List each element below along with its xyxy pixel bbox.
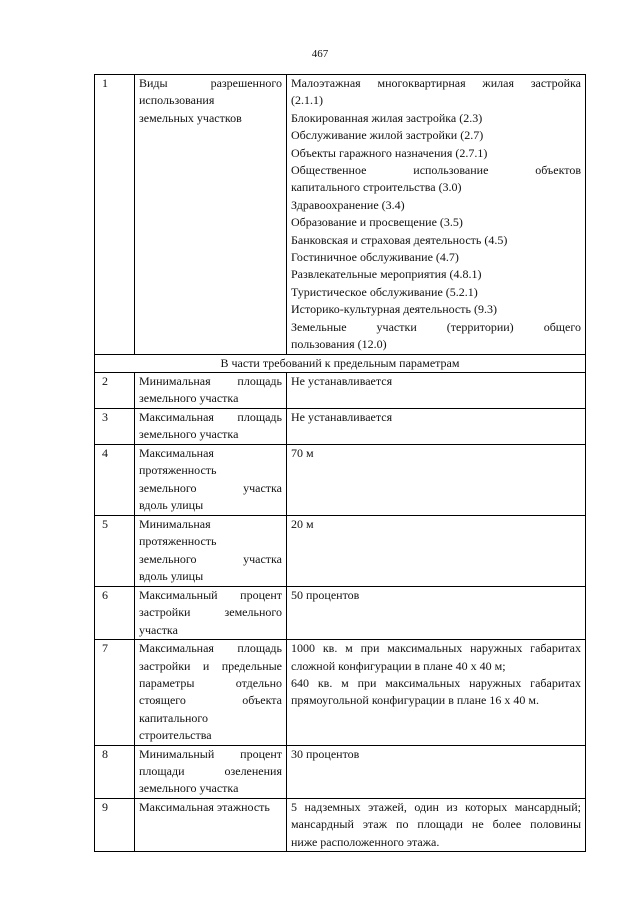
label-line: Виды разрешенного bbox=[139, 76, 282, 90]
section-header-row bbox=[95, 354, 586, 372]
label-line: протяженность bbox=[139, 463, 217, 478]
list-item: Объекты гаражного назначения (2.7.1) bbox=[291, 145, 488, 160]
table-row bbox=[95, 515, 586, 586]
row-number: 7 bbox=[95, 640, 135, 745]
row-label bbox=[135, 798, 287, 851]
value-line: 30 процентов bbox=[291, 746, 360, 761]
row-number: 1 bbox=[95, 75, 135, 355]
row-label bbox=[135, 515, 287, 586]
label-line: площади озеленения bbox=[139, 763, 282, 778]
row-number: 3 bbox=[95, 408, 135, 444]
row-value bbox=[287, 745, 586, 798]
value-line: мансардный этаж по площади не более половины bbox=[291, 817, 581, 832]
list-item: Развлекательные мероприятия (4.8.1) bbox=[291, 267, 482, 282]
row-label bbox=[135, 640, 287, 745]
table-row bbox=[95, 586, 586, 639]
label-line: строительства bbox=[139, 728, 212, 743]
list-item: Гостиничное обслуживание (4.7) bbox=[291, 250, 459, 265]
table-row bbox=[95, 640, 586, 745]
row-number: 2 bbox=[95, 372, 135, 408]
value-line: 50 процентов bbox=[291, 587, 360, 602]
row-number: 5 bbox=[95, 515, 135, 586]
list-item: Обслуживание жилой застройки (2.7) bbox=[291, 128, 484, 143]
permitted-uses-list bbox=[287, 75, 586, 355]
label-line: Минимальная площадь bbox=[139, 373, 282, 388]
label-line: земельного участка bbox=[139, 551, 282, 566]
list-item: Общественное использование объектов bbox=[291, 163, 581, 178]
label-line: Минимальный процент bbox=[139, 746, 282, 761]
row-number: 9 bbox=[95, 798, 135, 851]
row-label bbox=[135, 745, 287, 798]
value-line: 640 кв. м при максимальных наружных габаритах bbox=[291, 675, 581, 690]
label-line: Максимальная площадь bbox=[139, 641, 282, 656]
label-line: земельного участка bbox=[139, 391, 239, 406]
row-number: 6 bbox=[95, 586, 135, 639]
row-value bbox=[287, 798, 586, 851]
value-line: Не устанавливается bbox=[291, 373, 393, 388]
list-item: (2.1.1) bbox=[291, 93, 323, 108]
row-value bbox=[287, 640, 586, 745]
list-item: капитального строительства (3.0) bbox=[291, 180, 462, 195]
label-line: капитального bbox=[139, 710, 208, 725]
row-value bbox=[287, 408, 586, 444]
label-line: Максимальная площадь bbox=[139, 409, 282, 424]
list-item: Историко-культурная деятельность (9.3) bbox=[291, 302, 497, 317]
page-number: 467 bbox=[311, 48, 329, 60]
label-line: земельных участков bbox=[139, 110, 242, 125]
value-line: 20 м bbox=[291, 516, 314, 531]
table-row bbox=[95, 408, 586, 444]
label-line: вдоль улицы bbox=[139, 569, 204, 584]
list-item: Банковская и страховая деятельность (4.5) bbox=[291, 232, 508, 247]
row-label bbox=[135, 408, 287, 444]
label-line: застройки земельного bbox=[139, 605, 282, 620]
list-item: Здравоохранение (3.4) bbox=[291, 197, 405, 212]
list-item: Блокированная жилая застройка (2.3) bbox=[291, 110, 483, 125]
value-line: 1000 кв. м при максимальных наружных габаритах bbox=[291, 641, 581, 656]
row-value bbox=[287, 372, 586, 408]
table-row bbox=[95, 75, 586, 355]
row-number: 8 bbox=[95, 745, 135, 798]
label-line: земельного участка bbox=[139, 427, 239, 442]
label-line: стоящего объекта bbox=[139, 693, 282, 708]
row-label bbox=[135, 75, 287, 355]
table-row bbox=[95, 372, 586, 408]
row-value bbox=[287, 586, 586, 639]
label-line: Максимальный процент bbox=[139, 587, 282, 602]
label-line: использования bbox=[139, 93, 215, 108]
section-header: В части требований к предельным параметрам bbox=[95, 354, 586, 372]
value-line: 5 надземных этажей, один из которых мансардный; bbox=[291, 799, 581, 814]
list-item: пользования (12.0) bbox=[291, 337, 387, 352]
value-line: ниже расположенного этажа. bbox=[291, 834, 440, 849]
label-line: Максимальная bbox=[139, 445, 214, 460]
label-line: Минимальная bbox=[139, 516, 211, 531]
row-value bbox=[287, 515, 586, 586]
label-line: Максимальная этажность bbox=[139, 799, 270, 814]
list-item: Туристическое обслуживание (5.2.1) bbox=[291, 284, 478, 299]
label-line: протяженность bbox=[139, 534, 217, 549]
table-row bbox=[95, 745, 586, 798]
row-number: 4 bbox=[95, 444, 135, 515]
label-line: земельного участка bbox=[139, 781, 239, 796]
list-item: Земельные участки (территории) общего bbox=[291, 319, 581, 334]
table-row bbox=[95, 444, 586, 515]
label-line: вдоль улицы bbox=[139, 498, 204, 513]
label-line: земельного участка bbox=[139, 480, 282, 495]
row-label bbox=[135, 586, 287, 639]
table-row bbox=[95, 798, 586, 851]
row-label bbox=[135, 372, 287, 408]
row-label bbox=[135, 444, 287, 515]
row-value bbox=[287, 444, 586, 515]
zoning-parameters-table bbox=[94, 74, 586, 852]
list-item: Малоэтажная многоквартирная жилая застройка bbox=[291, 76, 581, 90]
label-line: застройки и предельные bbox=[139, 658, 282, 673]
label-line: участка bbox=[139, 622, 178, 637]
label-line: параметры отдельно bbox=[139, 675, 282, 690]
value-line: 70 м bbox=[291, 445, 314, 460]
value-line: сложной конфигурации в плане 40 х 40 м; bbox=[291, 658, 506, 673]
list-item: Образование и просвещение (3.5) bbox=[291, 215, 463, 230]
value-line: прямоугольной конфигурации в плане 16 х 40 м. bbox=[291, 693, 539, 708]
value-line: Не устанавливается bbox=[291, 409, 393, 424]
